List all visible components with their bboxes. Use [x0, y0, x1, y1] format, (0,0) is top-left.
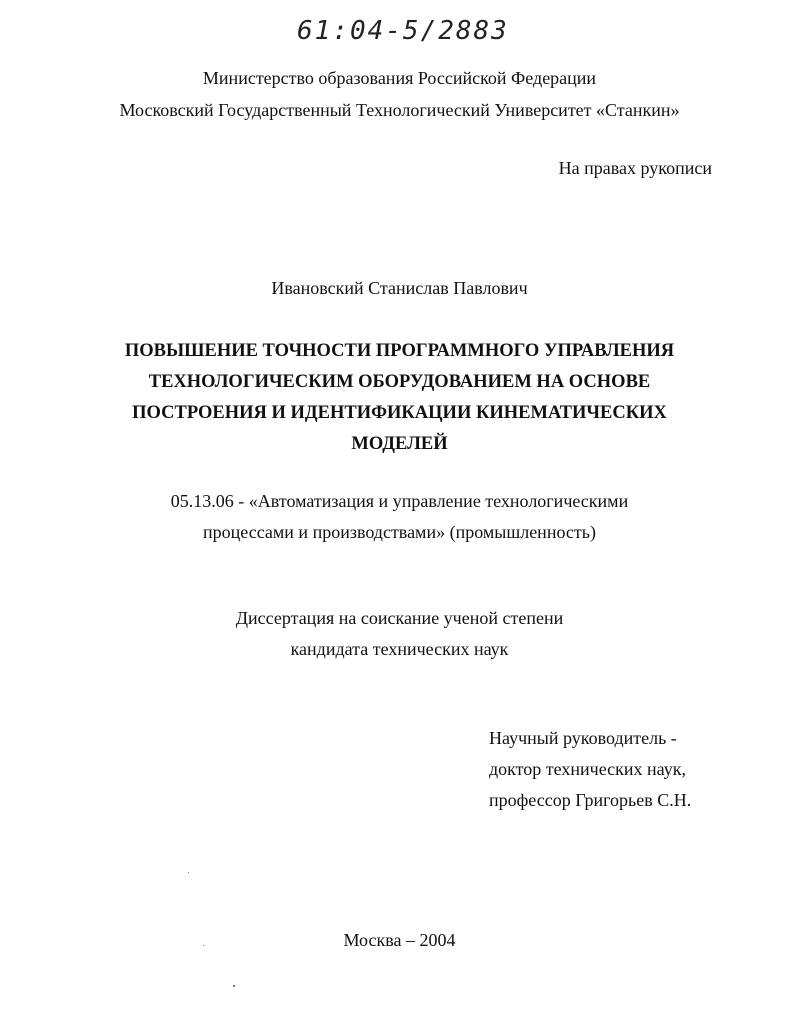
scan-speck: [188, 872, 189, 873]
degree-statement: [0, 603, 799, 665]
degree-line: кандидата технических наук: [290, 639, 509, 659]
title-line: ТЕХНОЛОГИЧЕСКИМ ОБОРУДОВАНИЕМ НА ОСНОВЕ: [148, 372, 651, 392]
dissertation-title: [0, 336, 799, 460]
author-name: Ивановский Станислав Павлович: [271, 278, 528, 298]
scan-speck: [233, 985, 235, 987]
scan-speck: [203, 945, 204, 946]
specialty-line: процессами и производствами» (промышленность): [203, 522, 596, 542]
archive-code-stamp: 61:04-5/2883: [297, 16, 509, 46]
city-year: Москва – 2004: [343, 930, 456, 950]
specialty-line: 05.13.06 - «Автоматизация и управление технологическими: [170, 491, 629, 511]
supervisor-block: [489, 723, 691, 816]
manuscript-rights-note: На правах рукописи: [558, 158, 712, 178]
supervisor-line: доктор технических наук,: [489, 759, 686, 779]
ministry-heading: Министерство образования Российской Федерации: [202, 68, 597, 88]
degree-line: Диссертация на соискание ученой степени: [235, 608, 564, 628]
university-heading: Московский Государственный Технологический Университет «Станкин»: [119, 100, 680, 120]
title-line: ПОВЫШЕНИЕ ТОЧНОСТИ ПРОГРАММНОГО УПРАВЛЕНИЯ: [124, 341, 675, 361]
supervisor-line: Научный руководитель -: [489, 728, 677, 748]
supervisor-line: профессор Григорьев С.Н.: [489, 790, 692, 810]
specialty-code: [0, 486, 799, 548]
title-line: МОДЕЛЕЙ: [351, 434, 448, 454]
title-line: ПОСТРОЕНИЯ И ИДЕНТИФИКАЦИИ КИНЕМАТИЧЕСКИХ: [132, 403, 667, 423]
